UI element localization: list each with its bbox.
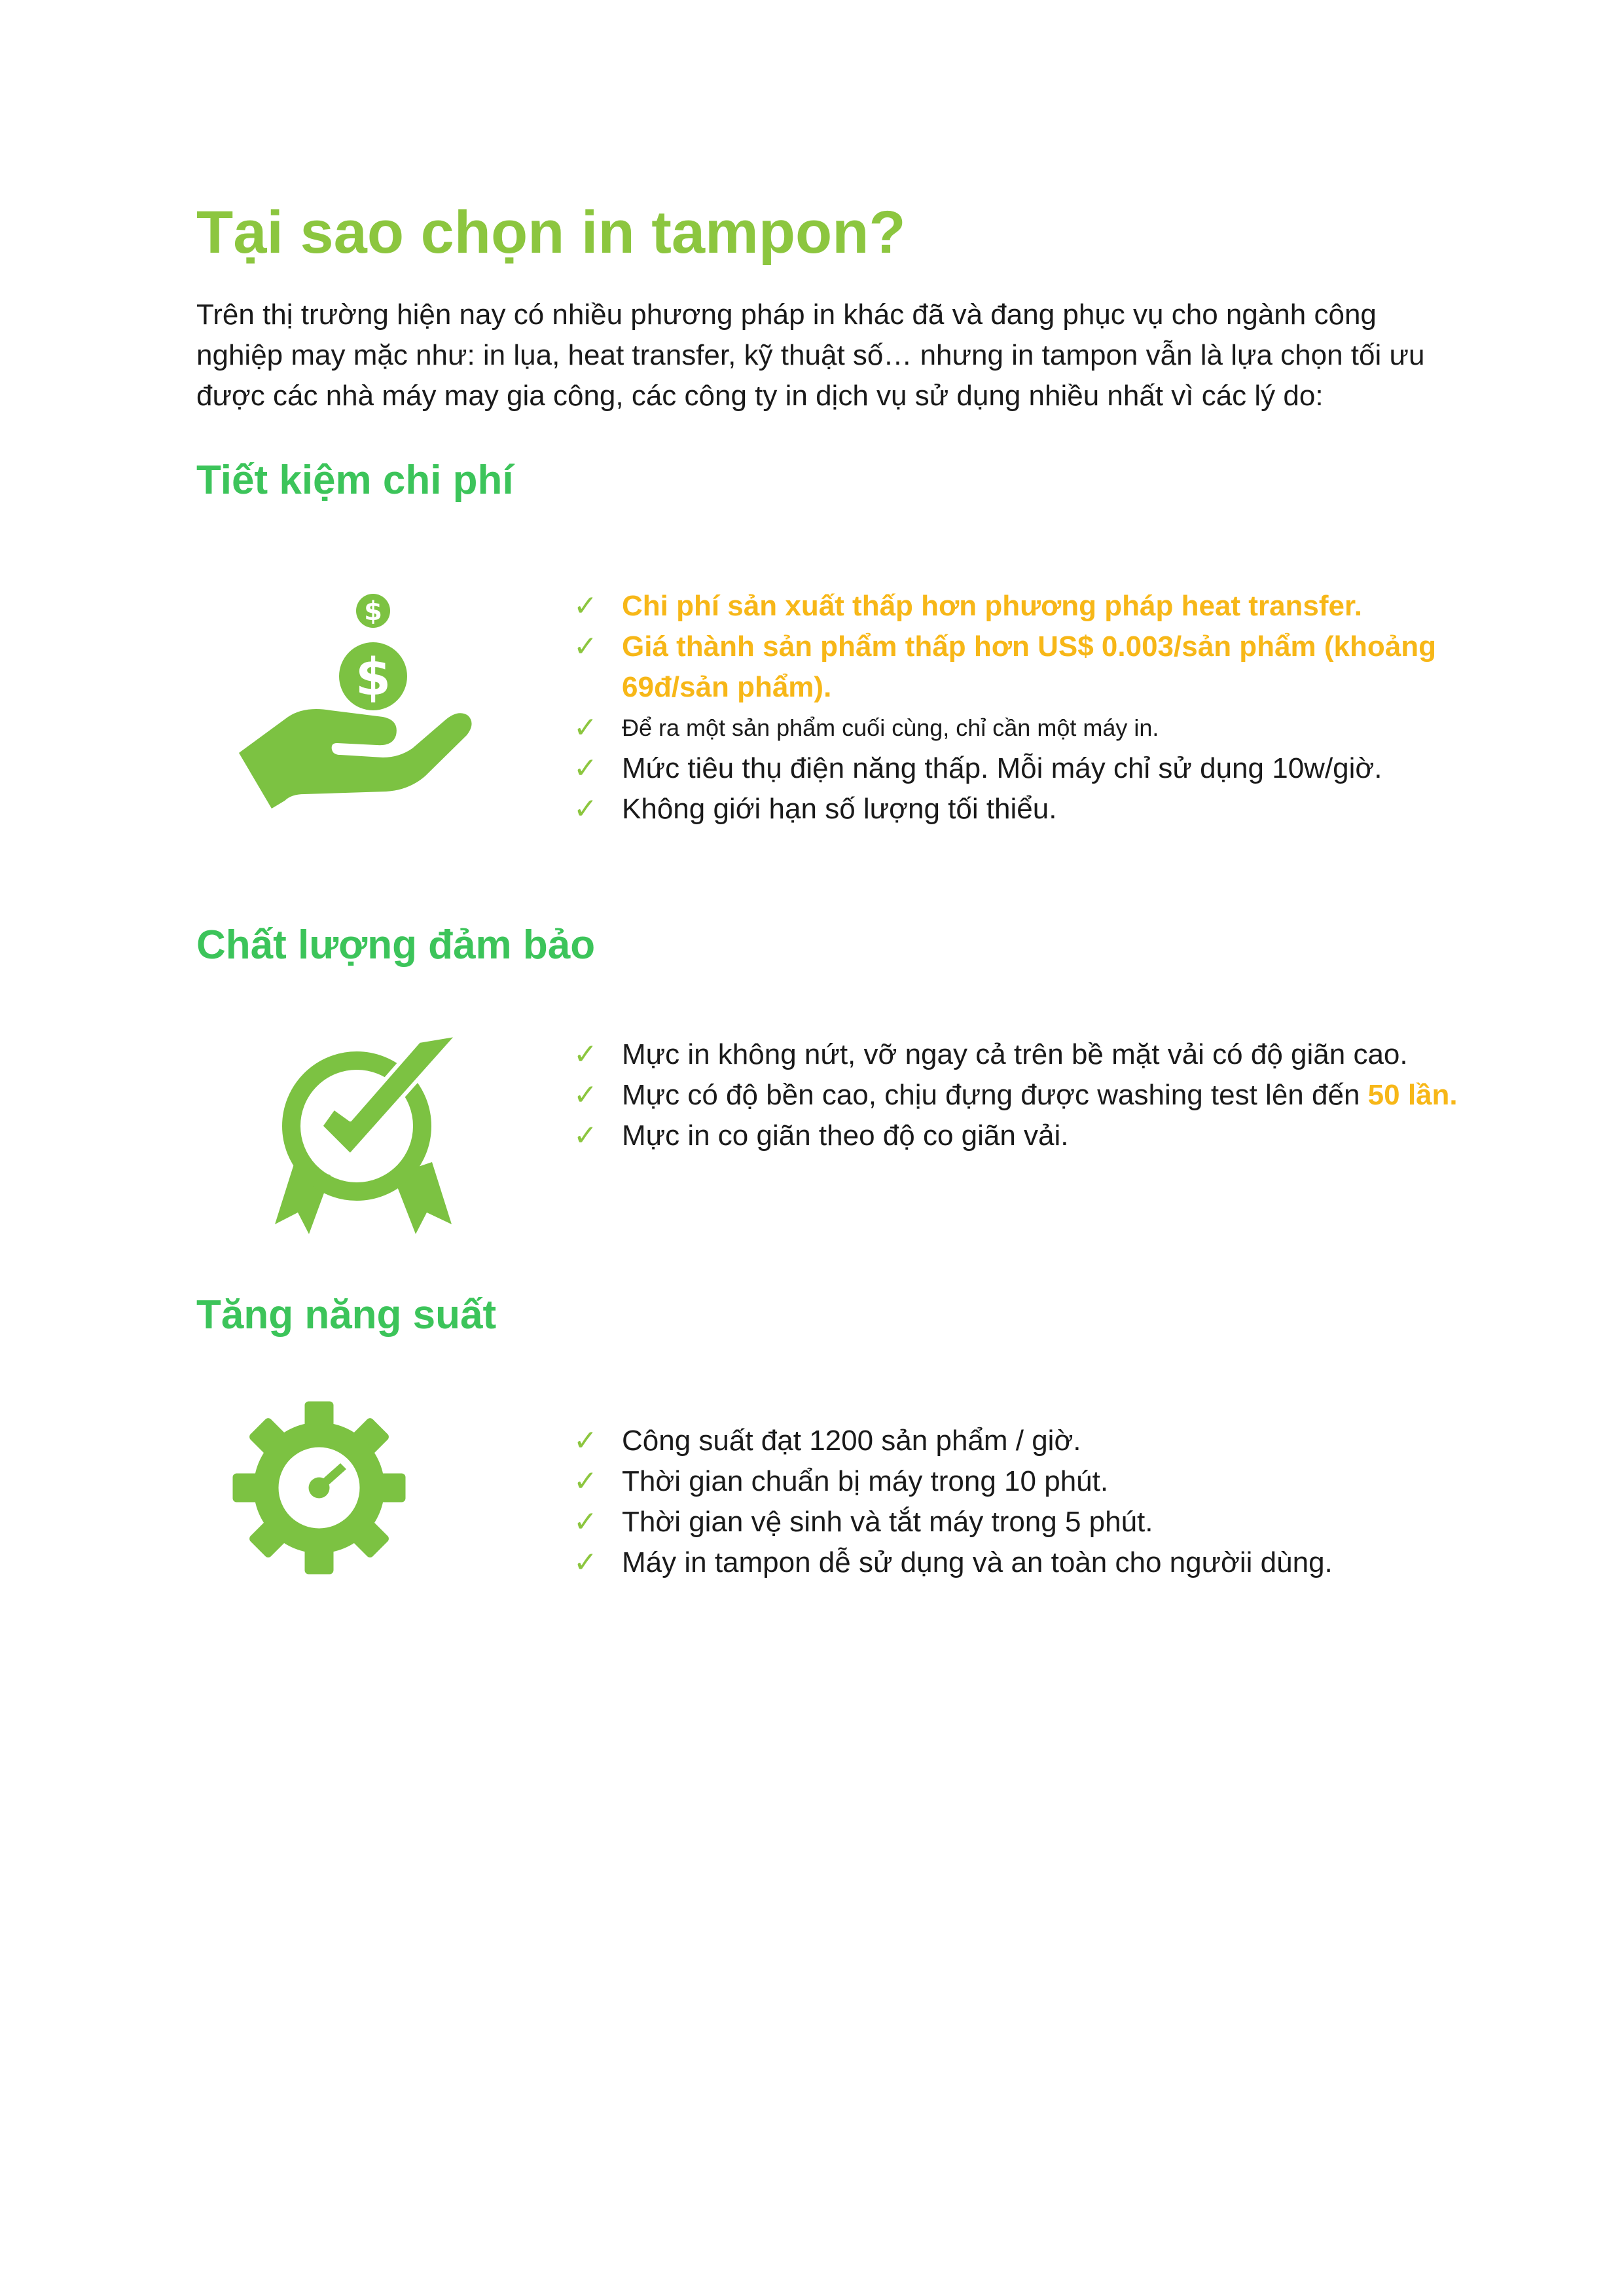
list-item: ✓ Công suất đạt 1200 sản phẩm / giờ. xyxy=(569,1421,1460,1461)
gear-gauge-icon xyxy=(232,1401,406,1575)
check-icon: ✓ xyxy=(573,1505,598,1539)
hand-holding-coins-icon xyxy=(232,586,478,809)
check-icon: ✓ xyxy=(573,711,598,744)
quality-badge-check-icon xyxy=(268,1034,465,1237)
list-item: ✓ Thời gian vệ sinh và tắt máy trong 5 phút. xyxy=(569,1502,1460,1542)
svg-text:$: $ xyxy=(355,648,391,707)
list-item: ✓ Máy in tampon dễ sử dụng và an toàn cho ngườii dùng. xyxy=(569,1542,1460,1583)
check-icon: ✓ xyxy=(573,1424,598,1457)
list-item: ✓ Mực in co giãn theo độ co giãn vải. xyxy=(569,1116,1460,1156)
list-item: ✓ Giá thành sản phẩm thấp hơn US$ 0.003/sản phẩm (khoảng 69đ/sản phẩm). xyxy=(569,627,1460,708)
check-icon: ✓ xyxy=(573,589,598,623)
quality-benefits-list xyxy=(569,1034,1460,1156)
check-icon: ✓ xyxy=(573,1546,598,1579)
check-icon: ✓ xyxy=(573,792,598,826)
list-item: ✓ Thời gian chuẩn bị máy trong 10 phút. xyxy=(569,1461,1460,1502)
check-icon: ✓ xyxy=(573,1038,598,1071)
page-title: Tại sao chọn in tampon? xyxy=(196,199,906,266)
list-item: ✓ Chi phí sản xuất thấp hơn phương pháp heat transfer. xyxy=(569,586,1460,627)
check-icon: ✓ xyxy=(573,1078,598,1112)
list-item: ✓ Không giới hạn số lượng tối thiểu. xyxy=(569,789,1460,829)
section-heading-productivity: Tăng năng suất xyxy=(196,1292,497,1338)
section-heading-quality: Chất lượng đảm bảo xyxy=(196,922,596,968)
check-icon: ✓ xyxy=(573,1465,598,1498)
list-item: ✓ Mức tiêu thụ điện năng thấp. Mỗi máy chỉ sử dụng 10w/giờ. xyxy=(569,748,1460,789)
list-item: ✓ Mực có độ bền cao, chịu đựng được washing test lên đến 50 lần. xyxy=(569,1075,1460,1116)
section-heading-cost: Tiết kiệm chi phí xyxy=(196,458,514,503)
list-item: ✓ Mực in không nứt, vỡ ngay cả trên bề mặt vải có độ giãn cao. xyxy=(569,1034,1460,1075)
cost-benefits-list xyxy=(569,586,1460,829)
list-item: ✓ Để ra một sản phẩm cuối cùng, chỉ cần một máy in. xyxy=(569,708,1460,748)
intro-paragraph: Trên thị trường hiện nay có nhiều phương pháp in khác đã và đang phục vụ cho ngành công nghiệp may mặc như: in lụa, heat transfer, kỹ thuật số… nhưng in tampon vẫn là lựa chọn tối ưu được các nhà máy may gia công, các công ty in dịch vụ sử dụng nhiều nhất vì các lý do: xyxy=(196,299,1425,412)
check-icon: ✓ xyxy=(573,1119,598,1152)
check-icon: ✓ xyxy=(573,752,598,785)
check-icon: ✓ xyxy=(573,630,598,663)
productivity-benefits-list xyxy=(569,1421,1460,1583)
svg-text:$: $ xyxy=(364,596,382,627)
